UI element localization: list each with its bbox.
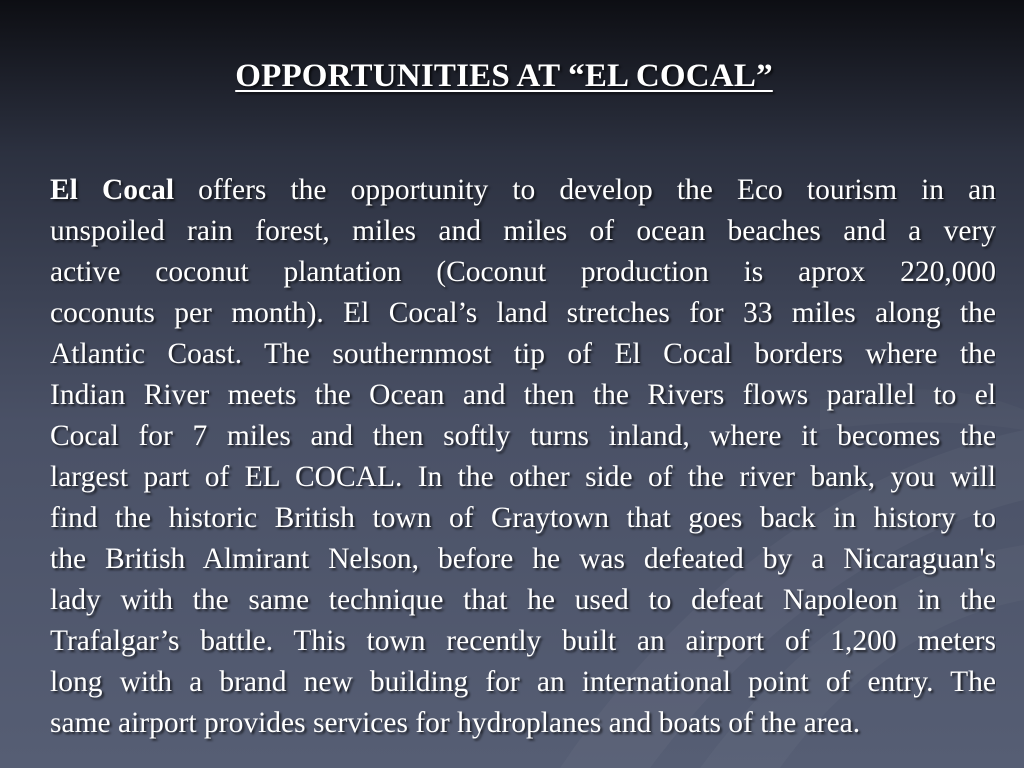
paragraph-line [50, 170, 996, 211]
paragraph-line: same airport provides services for hydroplanes and boats of the area. [50, 707, 861, 739]
paragraph-line: long with a brand new building for an international point of entry. The [50, 666, 996, 698]
paragraph-line: the British Almirant Nelson, before he was defeated by a Nicaraguan's [50, 543, 996, 575]
paragraph-line: unspoiled rain forest, miles and miles of ocean beaches and a very [50, 215, 996, 247]
paragraph-line: Trafalgar’s battle. This town recently built an airport of 1,200 meters [50, 625, 996, 657]
paragraph-line: largest part of EL COCAL. In the other side of the river bank, you will [50, 461, 996, 493]
paragraph-line: Cocal for 7 miles and then softly turns inland, where it becomes the [50, 420, 996, 452]
paragraph-line: lady with the same technique that he used to defeat Napoleon in the [50, 584, 996, 616]
paragraph-line: Atlantic Coast. The southernmost tip of El Cocal borders where the [50, 338, 996, 370]
paragraph-line: find the historic British town of Graytown that goes back in history to [50, 502, 996, 534]
lead-text-el-cocal: El Cocal [50, 174, 175, 206]
slide-title: OPPORTUNITIES AT “EL COCAL” [235, 58, 773, 94]
body-paragraph [50, 170, 996, 744]
line-1-text: offers the opportunity to develop the Eco tourism in an [174, 174, 996, 206]
paragraph-line: Indian River meets the Ocean and then the Rivers flows parallel to el [50, 379, 996, 411]
paragraph-line: active coconut plantation (Coconut production is aprox 220,000 [50, 256, 996, 288]
paragraph-line: coconuts per month). El Cocal’s land stretches for 33 miles along the [50, 297, 996, 329]
